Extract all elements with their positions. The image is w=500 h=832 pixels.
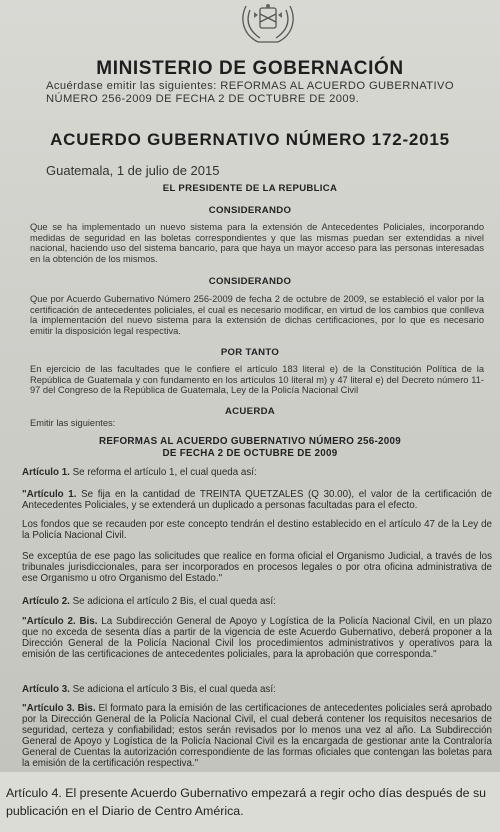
article-1-intro-text: Se reforma el artículo 1, el cual queda así:: [72, 467, 257, 478]
article-1-quote-text: Se fija en la cantidad de TREINTA QUETZALES (Q 30.00), el valor de la certificación de Antecedentes Policiales, y se extenderá un duplicado a personas facultadas para el efecto.: [22, 489, 492, 511]
ministry-title: MINISTERIO DE GOBERNACIÓN: [96, 58, 404, 79]
article-2-intro-text: Se adiciona el artículo 2 Bis, el cual queda así:: [72, 596, 276, 607]
article-3-intro-text: Se adiciona el artículo 3 Bis, el cual queda así:: [72, 684, 276, 695]
article-1-paragraph-2: Los fondos que se recauden por este concepto tendrán el destino establecido en el artículo 47 de la Ley de la Policía Nacional Civil.: [22, 519, 492, 541]
reformas-heading-1: REFORMAS AL ACUERDO GUBERNATIVO NÚMERO 256-2009: [98, 436, 402, 447]
article-3-quote-text: El formato para la emisión de las certificaciones de antecedentes policiales será aprobado por la Dirección General de la Policía Nacional Civil, el cual deberá contener los requisitos necesarios de seguridad, certeza y confiabilidad; estos serán revisados por lo menos una vez al año. La Subdirección General de Apoyo y Logística de la Policía Nacional Civil es la encargada de gestionar ante la Contraloría General de Cuentas la autorización correspondiente de las formas oficiales que contengan las boletas para la emisión de la certificación respectiva.": [22, 703, 492, 769]
article-1-quote: [22, 489, 492, 511]
emitir-text: Emitir las siguientes:: [30, 418, 116, 428]
article-2-quote-text: La Subdirección General de Apoyo y Logística de la Policía Nacional Civil, en un plazo que no exceda de sesenta días a partir de la vigencia de este Acuerdo Gubernativo, deberá proponer a la Dirección General de la Policía Nacional Civil los procedimientos administrativos y operativos para la emisión de las certificaciones de antecedentes policiales, para la aprobación que corresponda.": [22, 616, 492, 660]
subtitle: [46, 80, 486, 106]
coat-of-arms-seal: [236, 0, 300, 46]
subtitle-line-1: Acuérdase emitir las siguientes: REFORMAS AL ACUERDO GUBERNATIVO: [46, 80, 454, 92]
article-1-intro: [22, 467, 492, 478]
portanto-heading: POR TANTO: [220, 347, 280, 358]
article-4-text: Artículo 4. El presente Acuerdo Gubernativo empezará a regir ocho días después de su publicación en el Diario de Centro América.: [6, 786, 487, 818]
article-2-quote-label: "Artículo 2. Bis.: [22, 616, 98, 627]
acuerdo-title: ACUERDO GUBERNATIVO NÚMERO 172-2015: [50, 130, 450, 149]
article-1-paragraph-3: Se exceptúa de ese pago las solicitudes que realice en forma oficial el Organismo Judicial, a través de los tribunales jurisdiccionales, para ser incorporados en procesos legales o por otra oficina administrativa de ese Organismo u otro Organismo del Estado.": [22, 551, 492, 584]
article-2-label: Artículo 2.: [22, 596, 70, 607]
reformas-heading-2: DE FECHA 2 DE OCTUBRE DE 2009: [162, 448, 338, 459]
acuerda-heading: ACUERDA: [224, 406, 276, 417]
president-heading: EL PRESIDENTE DE LA REPUBLICA: [162, 183, 338, 194]
article-3-intro: [22, 684, 492, 695]
considerando-text-2: Que por Acuerdo Gubernativo Número 256-2009 de fecha 2 de octubre de 2009, se estableció el valor por la certificación de antecedentes policiales, el cual es necesario modificar, en virtud de los cambios que conlleva la implementación del nuevo sistema para la extensión de dichas certificaciones, por lo que es necesario emitir la disposición legal respectiva.: [30, 294, 484, 336]
article-3-quote-label: "Artículo 3. Bis.: [22, 703, 96, 714]
considerando-heading-2: CONSIDERANDO: [208, 276, 292, 287]
article-2-intro: [22, 596, 492, 607]
article-3-quote: [22, 703, 492, 769]
place-date: Guatemala, 1 de julio de 2015: [46, 163, 220, 178]
article-3-label: Artículo 3.: [22, 684, 70, 695]
article-1-label: Artículo 1.: [22, 467, 70, 478]
portanto-text: En ejercicio de las facultades que le confiere el artículo 183 literal e) de la Constitución Política de la República de Guatemala y con fundamento en los artículos 10 literal m) y 47 literal e) del Decreto número 11-97 del Congreso de la República de Guatemala, Ley de la Policía Nacional Civil: [30, 364, 484, 396]
considerando-heading-1: CONSIDERANDO: [208, 205, 292, 216]
article-1-quote-label: "Artículo 1.: [22, 489, 77, 500]
subtitle-line-2: NÚMERO 256-2009 DE FECHA 2 DE OCTUBRE DE 2009.: [46, 93, 360, 105]
article-2-quote: [22, 616, 492, 660]
considerando-text-1: Que se ha implementado un nuevo sistema para la extensión de Antecedentes Policiales, incorporando medidas de seguridad en las boletas correspondientes y que las mismas puedan ser extendidas a nivel nacional, haciendo uso del sistema bancario, para que haya un mayor acceso para las personas interesadas en la obtención de los mismos.: [30, 222, 484, 264]
